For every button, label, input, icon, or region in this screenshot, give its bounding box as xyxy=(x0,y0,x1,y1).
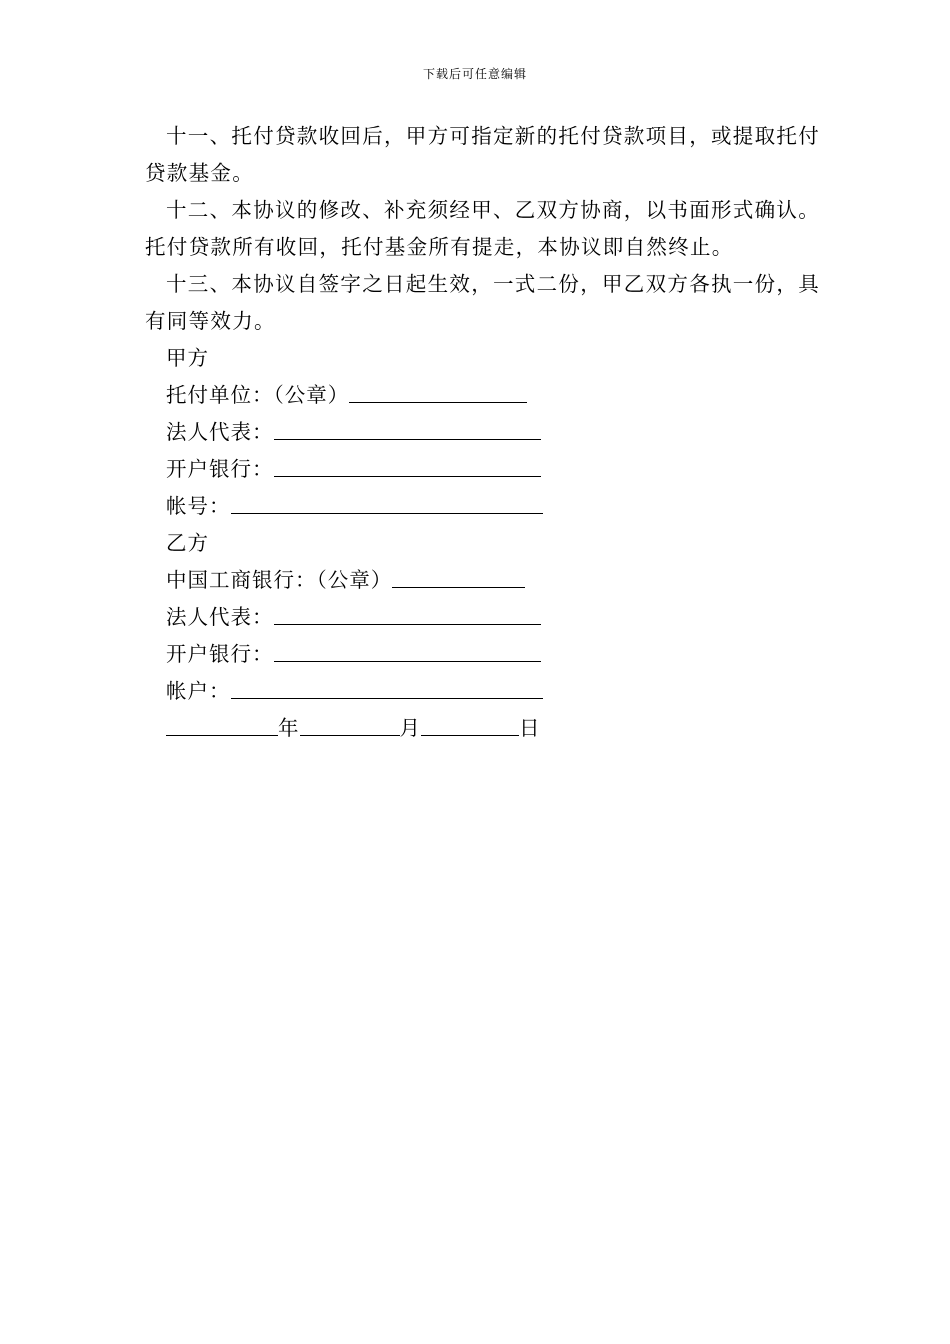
clause-13: 十三、本协议自签字之日起生效，一式二份，甲乙双方各执一份，具有同等效力。 xyxy=(145,272,820,333)
party-b-bank-label: 开户银行： xyxy=(166,642,274,666)
party-a-unit-label: 托付单位：（公章） xyxy=(166,383,350,407)
party-b-rep-blank xyxy=(274,602,541,625)
party-b-account-label: 帐户： xyxy=(166,679,231,703)
party-a-account-blank xyxy=(231,491,543,514)
party-a-rep-row xyxy=(145,414,825,451)
party-b-unit-row xyxy=(145,562,825,599)
day-label: 日 xyxy=(519,716,541,740)
party-a-account-row xyxy=(145,488,825,525)
party-b-account-row xyxy=(145,673,825,710)
year-blank xyxy=(166,713,278,736)
party-a-bank-row xyxy=(145,451,825,488)
month-blank xyxy=(300,713,400,736)
document-body xyxy=(145,118,825,747)
party-b-unit-blank xyxy=(392,565,525,588)
year-label: 年 xyxy=(278,716,300,740)
party-b-title-text: 乙方 xyxy=(166,531,209,555)
party-a-unit-row xyxy=(145,377,825,414)
party-b-title xyxy=(145,525,825,562)
month-label: 月 xyxy=(399,716,421,740)
party-a-rep-label: 法人代表： xyxy=(166,420,274,444)
party-b-bank-row xyxy=(145,636,825,673)
party-a-unit-blank xyxy=(349,380,527,403)
party-b-rep-row xyxy=(145,599,825,636)
party-a-bank-label: 开户银行： xyxy=(166,457,274,481)
party-b-account-blank xyxy=(231,676,543,699)
party-a-rep-blank xyxy=(274,417,541,440)
date-row xyxy=(145,710,825,747)
page-header: 下载后可任意编辑 xyxy=(422,67,527,81)
clause-11: 十一、托付贷款收回后，甲方可指定新的托付贷款项目，或提取托付贷款基金。 xyxy=(145,124,820,185)
party-b-bank-blank xyxy=(274,639,541,662)
party-b-unit-label: 中国工商银行：（公章） xyxy=(166,568,393,592)
party-b-rep-label: 法人代表： xyxy=(166,605,274,629)
party-a-title xyxy=(145,340,825,377)
clause-12: 十二、本协议的修改、补充须经甲、乙双方协商，以书面形式确认。托付贷款所有收回，托付基金所有提走，本协议即自然终止。 xyxy=(145,198,820,259)
party-a-bank-blank xyxy=(274,454,541,477)
party-a-title-text: 甲方 xyxy=(166,346,209,370)
party-a-account-label: 帐号： xyxy=(166,494,231,518)
day-blank xyxy=(421,713,519,736)
